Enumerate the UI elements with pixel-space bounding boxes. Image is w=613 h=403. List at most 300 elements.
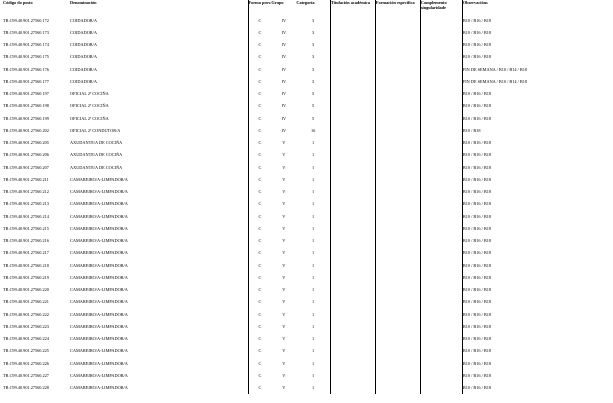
cell-titulacion [330, 161, 375, 173]
cell-categoria: 3 [296, 39, 330, 51]
cell-denominacion: COIDADOR/A [70, 75, 248, 87]
cell-codigo: TR.C99.40.901.27560.216 [3, 238, 49, 244]
cell-forma-prov: C [258, 372, 262, 378]
cell-formacion [375, 26, 420, 38]
cell-forma-prov: C [258, 336, 262, 342]
cell-grupo: V [282, 323, 286, 329]
cell-categoria: 1 [296, 382, 330, 394]
cell-titulacion [330, 369, 375, 381]
cell-forma-prov: C [258, 385, 262, 391]
cell-grupo: IV [281, 54, 287, 60]
cell-grupo: V [282, 336, 286, 342]
cell-complemento [420, 210, 462, 222]
cell-categoria: 1 [296, 235, 330, 247]
table-row [3, 345, 542, 357]
cell-formacion [375, 247, 420, 259]
cell-titulacion [330, 186, 375, 198]
cell-categoria: 1 [296, 296, 330, 308]
cell-titulacion [330, 112, 375, 124]
cell-titulacion [330, 26, 375, 38]
cell-categoria: 1 [296, 186, 330, 198]
cell-formacion [375, 259, 420, 271]
cell-complemento [420, 14, 462, 26]
cell-denominacion: CAMAREIRO/A-LIMPADOR/A [70, 382, 248, 394]
cell-grupo: IV [281, 103, 287, 109]
cell-observacions: B10 / B16 / B18 [462, 103, 492, 109]
cell-grupo: V [282, 262, 286, 268]
cell-observacions: FIN DE SEMANA / B10 / B14 / B18 [462, 78, 528, 84]
cell-categoria: 1 [296, 247, 330, 259]
cell-titulacion [330, 247, 375, 259]
cell-grupo: V [282, 189, 286, 195]
cell-categoria: 1 [296, 271, 330, 283]
cell-categoria: 3 [296, 63, 330, 75]
cell-formacion [375, 112, 420, 124]
table-row [3, 161, 542, 173]
cell-grupo: V [282, 287, 286, 293]
cell-formacion [375, 284, 420, 296]
cell-complemento [420, 100, 462, 112]
cell-codigo: TR.C99.40.901.27560.206 [3, 152, 49, 158]
cell-codigo: TR.C99.40.901.27560.222 [3, 311, 49, 317]
cell-titulacion [330, 88, 375, 100]
cell-grupo: IV [281, 91, 287, 97]
cell-observacions: B10 / B16 / B18 [462, 348, 492, 354]
cell-observacions: B10 / B16 / B18 [462, 213, 492, 219]
cell-codigo: TR.C99.40.901.27560.172 [3, 17, 49, 23]
cell-formacion [375, 149, 420, 161]
cell-codigo: TR.C99.40.901.27560.220 [3, 287, 49, 293]
cell-forma-prov: C [258, 54, 262, 60]
cell-forma-prov: C [258, 250, 262, 256]
cell-complemento [420, 259, 462, 271]
cell-titulacion [330, 296, 375, 308]
table-row [3, 320, 542, 332]
cell-complemento [420, 39, 462, 51]
cell-complemento [420, 382, 462, 394]
cell-forma-prov: C [258, 262, 262, 268]
cell-forma-prov: C [258, 323, 262, 329]
cell-codigo: TR.C99.40.901.27560.199 [3, 115, 49, 121]
table-row [3, 357, 542, 369]
cell-titulacion [330, 100, 375, 112]
cell-grupo: V [282, 140, 286, 146]
cell-codigo: TR.C99.40.901.27560.173 [3, 29, 49, 35]
cell-categoria: 16 [296, 124, 330, 136]
cell-codigo: TR.C99.40.901.27560.207 [3, 164, 49, 170]
cell-grupo: IV [281, 66, 287, 72]
cell-formacion [375, 124, 420, 136]
cell-complemento [420, 198, 462, 210]
cell-codigo: TR.C99.40.901.27560.227 [3, 372, 49, 378]
cell-grupo: V [282, 238, 286, 244]
cell-denominacion: CAMAREIRO/A-LIMPADOR/A [70, 186, 248, 198]
cell-denominacion: CAMAREIRO/A-LIMPADOR/A [70, 296, 248, 308]
cell-grupo: IV [281, 42, 287, 48]
cell-forma-prov: C [258, 127, 262, 133]
header-codigo: Código do posto [3, 0, 33, 5]
cell-codigo: TR.C99.40.901.27560.197 [3, 91, 49, 97]
cell-complemento [420, 75, 462, 87]
cell-grupo: V [282, 311, 286, 317]
cell-categoria: 1 [296, 308, 330, 320]
table-row [3, 137, 542, 149]
cell-observacions: B10 / B16 / B18 [462, 115, 492, 121]
table-row [3, 51, 542, 63]
cell-complemento [420, 333, 462, 345]
cell-grupo: V [282, 348, 286, 354]
cell-categoria: 1 [296, 173, 330, 185]
table-row [3, 271, 542, 283]
table-row [3, 222, 542, 234]
cell-denominacion: COIDADOR/A [70, 39, 248, 51]
table-row [3, 14, 542, 26]
cell-formacion [375, 51, 420, 63]
cell-codigo: TR.C99.40.901.27560.202 [3, 127, 49, 133]
cell-formacion [375, 161, 420, 173]
cell-formacion [375, 75, 420, 87]
cell-denominacion: COIDADOR/A [70, 26, 248, 38]
cell-titulacion [330, 39, 375, 51]
cell-titulacion [330, 137, 375, 149]
cell-observacions: B10 / B16 / B18 [462, 176, 492, 182]
cell-categoria: 1 [296, 369, 330, 381]
cell-forma-prov: C [258, 103, 262, 109]
cell-grupo: V [282, 152, 286, 158]
cell-grupo: V [282, 385, 286, 391]
header-titulacion: Titulación académica [330, 0, 375, 14]
cell-formacion [375, 198, 420, 210]
cell-categoria: 1 [296, 345, 330, 357]
cell-formacion [375, 222, 420, 234]
cell-grupo: V [282, 213, 286, 219]
cell-forma-prov: C [258, 140, 262, 146]
cell-titulacion [330, 63, 375, 75]
table-row [3, 186, 542, 198]
cell-complemento [420, 369, 462, 381]
cell-forma-prov: C [258, 17, 262, 23]
cell-codigo: TR.C99.40.901.27560.223 [3, 323, 49, 329]
cell-observacions: B10 / B18 [462, 127, 481, 133]
cell-formacion [375, 296, 420, 308]
cell-titulacion [330, 210, 375, 222]
cell-denominacion: CAMAREIRO/A-LIMPADOR/A [70, 235, 248, 247]
cell-grupo: V [282, 360, 286, 366]
cell-denominacion: CAMAREIRO/A-LIMPADOR/A [70, 333, 248, 345]
cell-observacions: B10 / B16 / B18 [462, 262, 492, 268]
cell-grupo: V [282, 164, 286, 170]
cell-formacion [375, 173, 420, 185]
cell-categoria: 1 [296, 149, 330, 161]
cell-complemento [420, 112, 462, 124]
cell-denominacion: COIDADOR/A [70, 51, 248, 63]
cell-categoria: 3 [296, 51, 330, 63]
cell-forma-prov: C [258, 201, 262, 207]
cell-categoria: 1 [296, 259, 330, 271]
cell-titulacion [330, 382, 375, 394]
table-row [3, 235, 542, 247]
cell-forma-prov: C [258, 360, 262, 366]
cell-grupo: IV [281, 115, 287, 121]
positions-table [3, 0, 542, 394]
cell-categoria: 5 [296, 112, 330, 124]
cell-formacion [375, 320, 420, 332]
cell-observacions: B10 / B16 / B18 [462, 54, 492, 60]
header-complemento: Complemento singularidade [420, 0, 462, 14]
cell-codigo: TR.C99.40.901.27560.175 [3, 54, 49, 60]
cell-complemento [420, 271, 462, 283]
cell-denominacion: CAMAREIRO/A-LIMPADOR/A [70, 222, 248, 234]
cell-denominacion: CAMAREIRO/A-LIMPADOR/A [70, 357, 248, 369]
cell-forma-prov: C [258, 164, 262, 170]
cell-forma-prov: C [258, 213, 262, 219]
cell-complemento [420, 137, 462, 149]
cell-denominacion: CAMAREIRO/A-LIMPADOR/A [70, 369, 248, 381]
cell-titulacion [330, 357, 375, 369]
cell-categoria: 1 [296, 137, 330, 149]
table-row [3, 112, 542, 124]
cell-formacion [375, 63, 420, 75]
cell-forma-prov: C [258, 42, 262, 48]
cell-categoria: 3 [296, 14, 330, 26]
cell-forma-prov: C [258, 238, 262, 244]
cell-observacions: B10 / B16 / B18 [462, 360, 492, 366]
cell-complemento [420, 222, 462, 234]
header-observacions: Observacións [462, 0, 488, 5]
cell-forma-prov: C [258, 66, 262, 72]
cell-codigo: TR.C99.40.901.27560.198 [3, 103, 49, 109]
cell-forma-prov: C [258, 274, 262, 280]
cell-observacions: B10 / B16 / B18 [462, 274, 492, 280]
cell-grupo: IV [281, 29, 287, 35]
cell-categoria: 1 [296, 333, 330, 345]
cell-forma-prov: C [258, 225, 262, 231]
cell-observacions: B10 / B16 / B18 [462, 91, 492, 97]
cell-observacions: B10 / B16 / B18 [462, 225, 492, 231]
table-row [3, 198, 542, 210]
cell-observacions: B10 / B16 / B18 [462, 189, 492, 195]
header-grupo: Grupo [271, 0, 284, 5]
cell-complemento [420, 357, 462, 369]
cell-grupo: V [282, 274, 286, 280]
cell-complemento [420, 345, 462, 357]
cell-forma-prov: C [258, 299, 262, 305]
cell-codigo: TR.C99.40.901.27560.215 [3, 225, 49, 231]
cell-formacion [375, 137, 420, 149]
cell-formacion [375, 235, 420, 247]
cell-formacion [375, 88, 420, 100]
cell-denominacion: CAMAREIRO/A-LIMPADOR/A [70, 308, 248, 320]
cell-codigo: TR.C99.40.901.27560.225 [3, 348, 49, 354]
cell-observacions: B10 / B16 / B18 [462, 372, 492, 378]
table-row [3, 173, 542, 185]
cell-denominacion: OFICIAL 2ª COCIÑA [70, 100, 248, 112]
cell-forma-prov: C [258, 29, 262, 35]
cell-titulacion [330, 284, 375, 296]
cell-categoria: 1 [296, 357, 330, 369]
table-row [3, 124, 542, 136]
cell-titulacion [330, 198, 375, 210]
cell-observacions: B10 / B16 / B18 [462, 29, 492, 35]
cell-titulacion [330, 333, 375, 345]
table-row [3, 382, 542, 394]
cell-codigo: TR.C99.40.901.27560.211 [3, 176, 49, 182]
cell-denominacion: CAMAREIRO/A-LIMPADOR/A [70, 247, 248, 259]
cell-grupo: IV [281, 17, 287, 23]
cell-titulacion [330, 222, 375, 234]
cell-titulacion [330, 75, 375, 87]
table-row [3, 333, 542, 345]
cell-titulacion [330, 173, 375, 185]
cell-grupo: IV [281, 127, 287, 133]
cell-codigo: TR.C99.40.901.27560.176 [3, 66, 49, 72]
cell-observacions: B10 / B16 / B18 [462, 164, 492, 170]
table-row [3, 26, 542, 38]
cell-denominacion: OFICIAL 2ª CONDUTOR/A [70, 124, 248, 136]
cell-observacions: B10 / B16 / B18 [462, 336, 492, 342]
cell-titulacion [330, 235, 375, 247]
cell-forma-prov: C [258, 311, 262, 317]
table-row [3, 296, 542, 308]
cell-categoria: 5 [296, 88, 330, 100]
cell-observacions: B10 / B16 / B18 [462, 311, 492, 317]
cell-grupo: V [282, 201, 286, 207]
cell-formacion [375, 345, 420, 357]
table-row [3, 75, 542, 87]
cell-categoria: 1 [296, 284, 330, 296]
cell-formacion [375, 382, 420, 394]
cell-complemento [420, 51, 462, 63]
cell-formacion [375, 308, 420, 320]
cell-titulacion [330, 14, 375, 26]
cell-complemento [420, 320, 462, 332]
cell-titulacion [330, 259, 375, 271]
cell-denominacion: CAMAREIRO/A-LIMPADOR/A [70, 198, 248, 210]
cell-forma-prov: C [258, 115, 262, 121]
cell-observacions: B10 / B16 / B18 [462, 140, 492, 146]
table-row [3, 284, 542, 296]
cell-titulacion [330, 149, 375, 161]
cell-denominacion: CAMAREIRO/A-LIMPADOR/A [70, 320, 248, 332]
cell-titulacion [330, 124, 375, 136]
cell-observacions: B10 / B16 / B18 [462, 17, 492, 23]
header-forma-prov: Forma prov. [248, 0, 272, 5]
cell-formacion [375, 39, 420, 51]
cell-observacions: FIN DE SEMANA / B10 / B14 / B18 [462, 66, 528, 72]
cell-grupo: IV [281, 78, 287, 84]
table-row [3, 63, 542, 75]
cell-titulacion [330, 51, 375, 63]
cell-grupo: V [282, 299, 286, 305]
table-row [3, 247, 542, 259]
cell-codigo: TR.C99.40.901.27560.218 [3, 262, 49, 268]
cell-formacion [375, 369, 420, 381]
cell-codigo: TR.C99.40.901.27560.228 [3, 385, 49, 391]
cell-denominacion: AXUDANTE/A DE COCIÑA [70, 161, 248, 173]
cell-denominacion: CAMAREIRO/A-LIMPADOR/A [70, 210, 248, 222]
cell-complemento [420, 124, 462, 136]
cell-complemento [420, 296, 462, 308]
header-categoria: Categoría [296, 0, 330, 14]
cell-complemento [420, 247, 462, 259]
cell-categoria: 1 [296, 161, 330, 173]
cell-forma-prov: C [258, 287, 262, 293]
cell-complemento [420, 284, 462, 296]
cell-observacions: B10 / B16 / B18 [462, 42, 492, 48]
cell-codigo: TR.C99.40.901.27560.174 [3, 42, 49, 48]
cell-complemento [420, 88, 462, 100]
cell-grupo: V [282, 250, 286, 256]
cell-denominacion: COIDADOR/A [70, 14, 248, 26]
cell-codigo: TR.C99.40.901.27560.217 [3, 250, 49, 256]
cell-complemento [420, 186, 462, 198]
cell-denominacion: CAMAREIRO/A-LIMPADOR/A [70, 173, 248, 185]
cell-forma-prov: C [258, 176, 262, 182]
cell-observacions: B10 / B16 / B18 [462, 152, 492, 158]
table-row [3, 259, 542, 271]
cell-titulacion [330, 308, 375, 320]
cell-titulacion [330, 345, 375, 357]
table-header [3, 0, 542, 14]
cell-observacions: B10 / B16 / B18 [462, 299, 492, 305]
table-row [3, 210, 542, 222]
cell-formacion [375, 186, 420, 198]
cell-grupo: V [282, 176, 286, 182]
cell-complemento [420, 308, 462, 320]
cell-formacion [375, 357, 420, 369]
table-row [3, 39, 542, 51]
table-row [3, 100, 542, 112]
cell-formacion [375, 271, 420, 283]
cell-forma-prov: C [258, 348, 262, 354]
cell-denominacion: OFICIAL 2ª COCIÑA [70, 112, 248, 124]
cell-forma-prov: C [258, 152, 262, 158]
cell-forma-prov: C [258, 189, 262, 195]
cell-codigo: TR.C99.40.901.27560.177 [3, 78, 49, 84]
cell-codigo: TR.C99.40.901.27560.205 [3, 140, 49, 146]
cell-formacion [375, 210, 420, 222]
cell-codigo: TR.C99.40.901.27560.214 [3, 213, 49, 219]
cell-categoria: 1 [296, 320, 330, 332]
table-row [3, 88, 542, 100]
cell-codigo: TR.C99.40.901.27560.212 [3, 189, 49, 195]
table-row [3, 369, 542, 381]
cell-denominacion: CAMAREIRO/A-LIMPADOR/A [70, 259, 248, 271]
cell-grupo: V [282, 372, 286, 378]
cell-observacions: B10 / B16 / B18 [462, 323, 492, 329]
cell-complemento [420, 63, 462, 75]
cell-denominacion: CAMAREIRO/A-LIMPADOR/A [70, 271, 248, 283]
cell-observacions: B10 / B16 / B18 [462, 250, 492, 256]
cell-observacions: B10 / B16 / B18 [462, 385, 492, 391]
cell-categoria: 5 [296, 100, 330, 112]
cell-categoria: 1 [296, 222, 330, 234]
cell-titulacion [330, 271, 375, 283]
cell-codigo: TR.C99.40.901.27560.224 [3, 336, 49, 342]
header-formacion: Formación específica [375, 0, 420, 14]
cell-complemento [420, 161, 462, 173]
cell-forma-prov: C [258, 78, 262, 84]
cell-denominacion: OFICIAL 2ª COCIÑA [70, 88, 248, 100]
cell-complemento [420, 26, 462, 38]
cell-complemento [420, 235, 462, 247]
cell-denominacion: AXUDANTE/A DE COCIÑA [70, 137, 248, 149]
table-body [3, 14, 542, 394]
cell-denominacion: CAMAREIRO/A-LIMPADOR/A [70, 345, 248, 357]
cell-formacion [375, 100, 420, 112]
cell-denominacion: AXUDANTE/A DE COCIÑA [70, 149, 248, 161]
cell-observacions: B10 / B16 / B18 [462, 287, 492, 293]
